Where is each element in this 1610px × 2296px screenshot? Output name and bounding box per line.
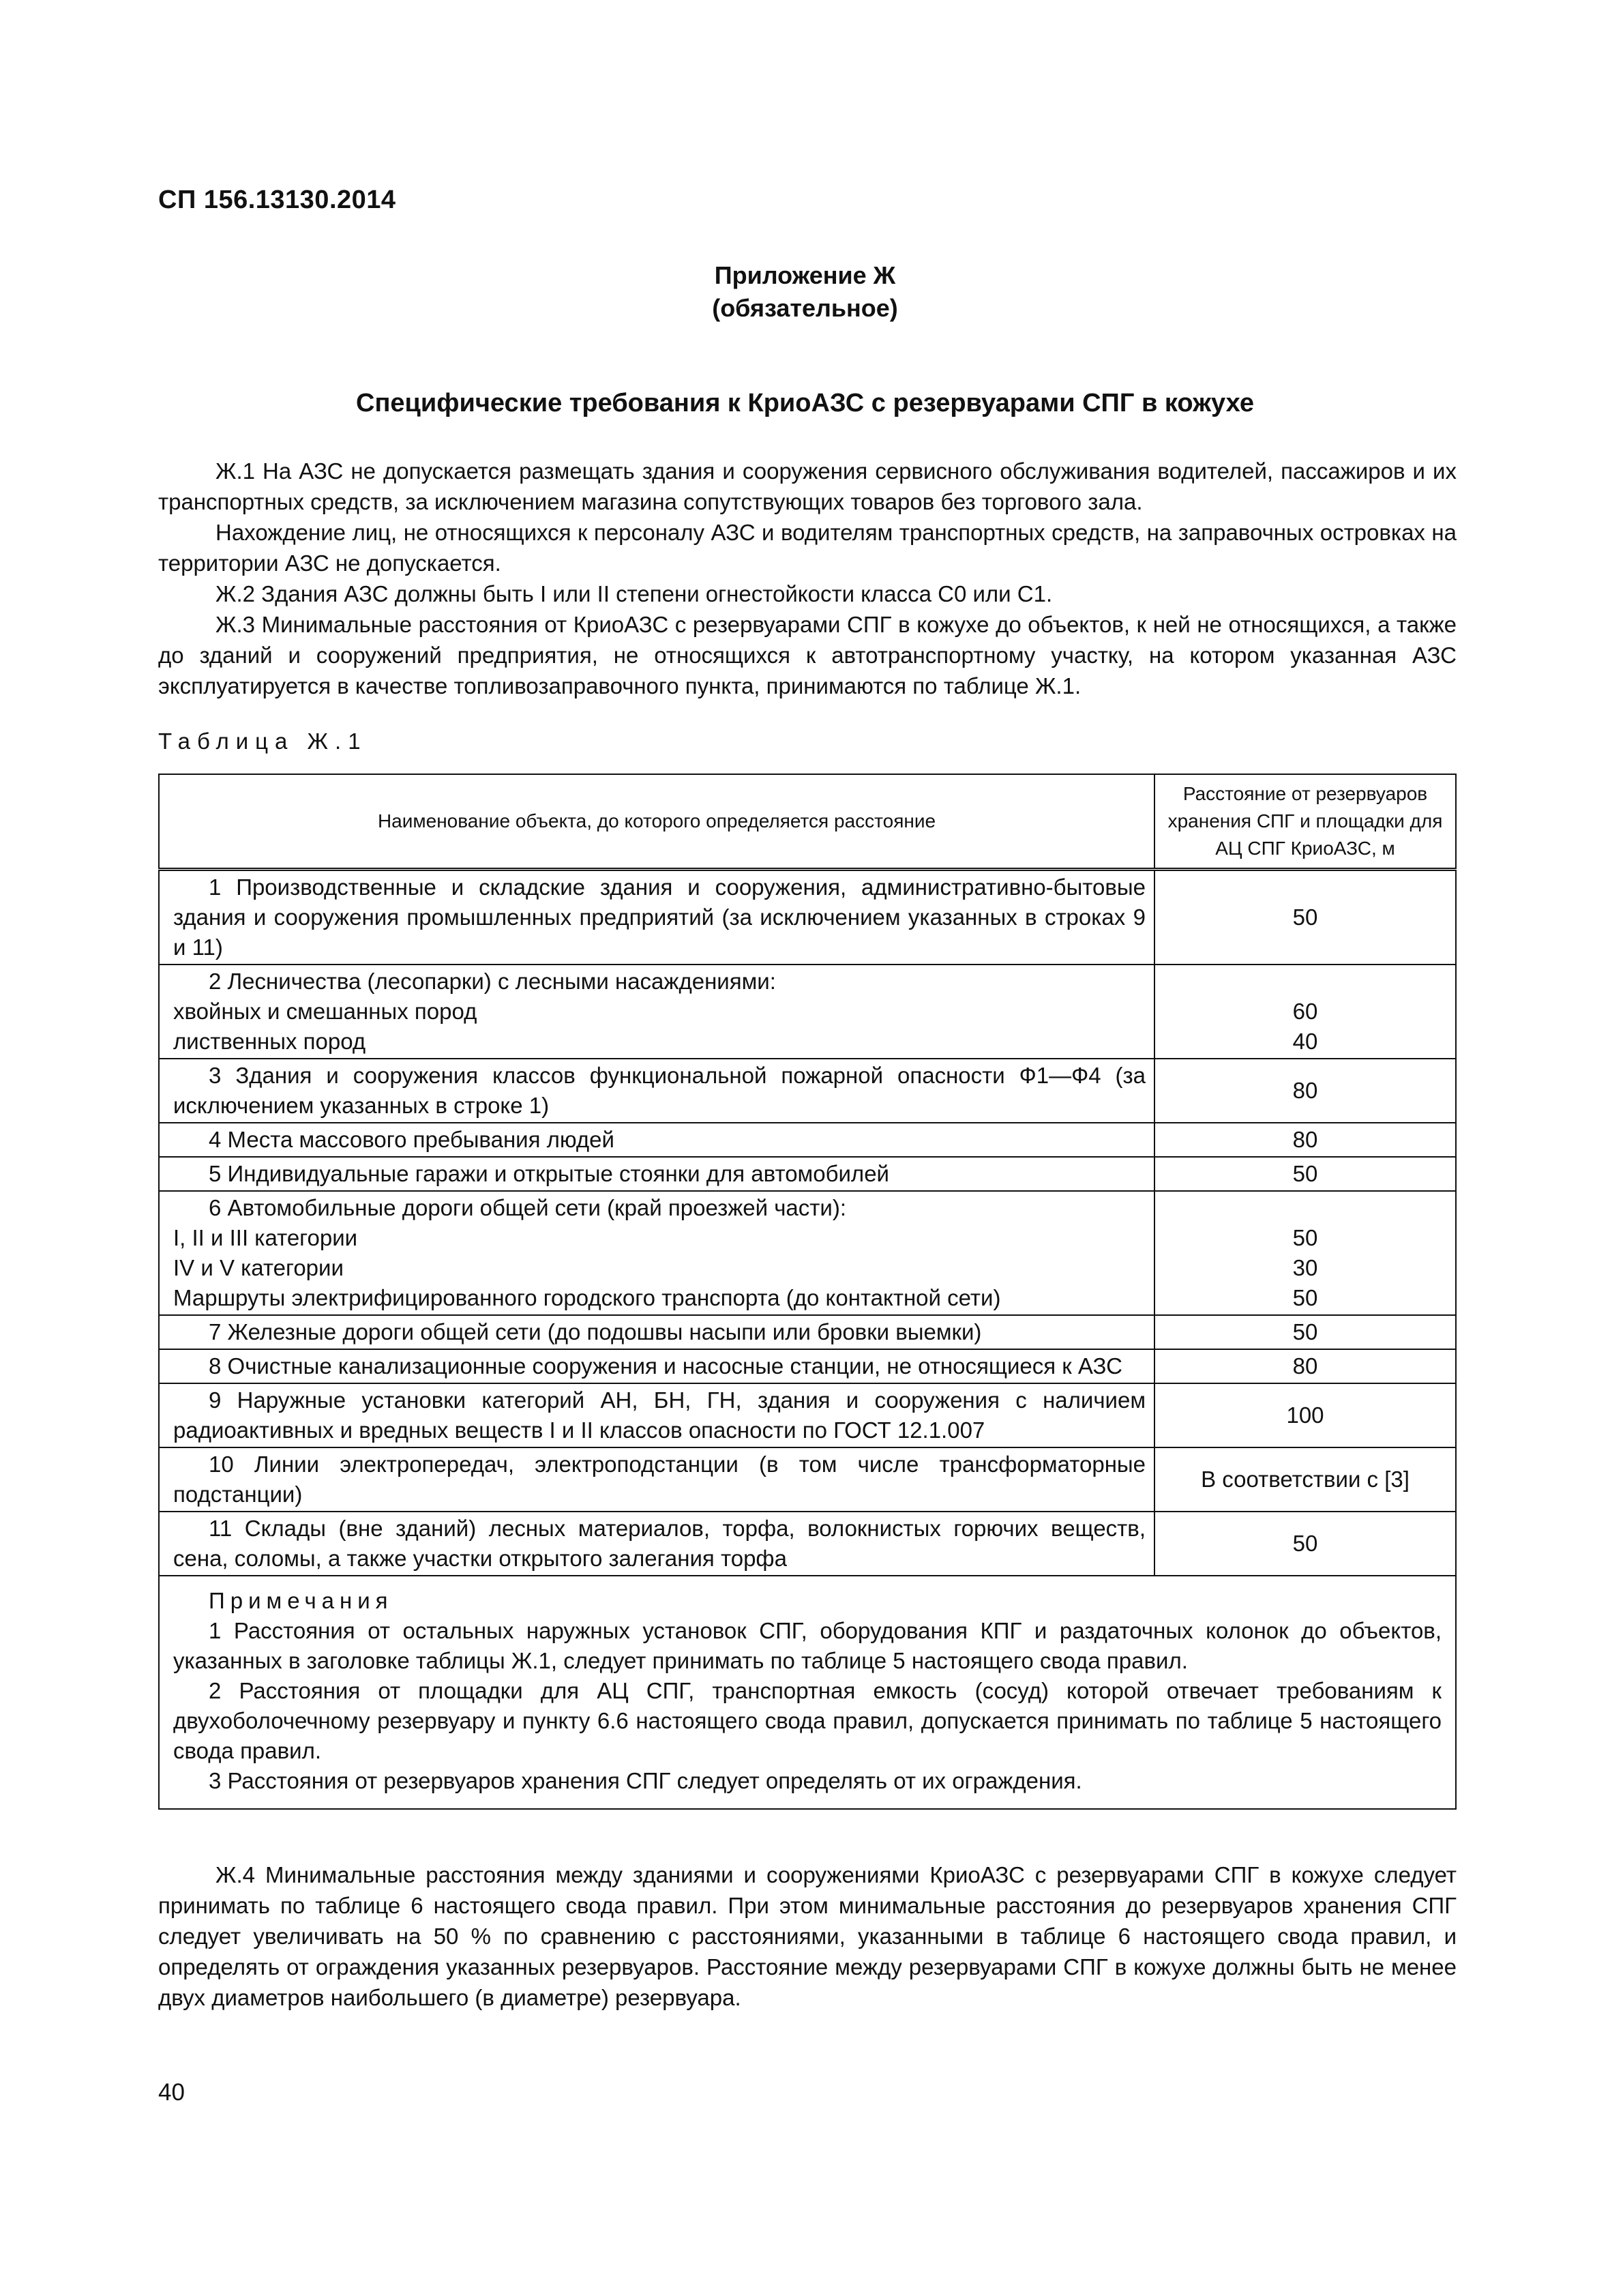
distance-value: 80 bbox=[1292, 1078, 1318, 1103]
distance-cell bbox=[1154, 1447, 1456, 1512]
distance-value: 60 bbox=[1292, 999, 1318, 1024]
distance-value: 40 bbox=[1292, 1029, 1318, 1054]
table-row bbox=[159, 1349, 1456, 1383]
note-item: 3 Расстояния от резервуаров хранения СПГ следует определять от их ограждения. bbox=[209, 1768, 1082, 1793]
table-row bbox=[159, 870, 1456, 965]
distance-cell bbox=[1154, 1059, 1456, 1123]
object-name-line: 7 Железные дороги общей сети (до подошвы насыпи или бровки выемки) bbox=[209, 1319, 982, 1344]
object-name-line: 8 Очистные канализационные сооружения и насосные станции, не относящиеся к АЗС bbox=[209, 1353, 1122, 1379]
table-row bbox=[159, 1315, 1456, 1349]
object-name-cell bbox=[159, 965, 1154, 1059]
paragraph-persons: Нахождение лиц, не относящихся к персоналу АЗС и водителям транспортных средств, на заправочных островках на территории АЗС не допускается. bbox=[158, 520, 1457, 576]
distance-cell bbox=[1154, 1349, 1456, 1383]
table-row bbox=[159, 1191, 1456, 1315]
distance-cell bbox=[1154, 1512, 1456, 1576]
distance-value: 50 bbox=[1292, 1319, 1318, 1344]
object-name-line: 4 Места массового пребывания людей bbox=[209, 1127, 614, 1152]
note-item: 1 Расстояния от остальных наружных установок СПГ, оборудования КПГ и раздаточных колонок до объектов, указанных в заголовке таблицы Ж.1, следует принимать по таблице 5 настоящего свода правил. bbox=[173, 1618, 1442, 1673]
header-distance: Расстояние от резервуаров хранения СПГ и площадки для АЦ СПГ КриоАЗС, м bbox=[1154, 774, 1456, 870]
object-name-line: IV и V категории bbox=[173, 1255, 344, 1280]
intro-text bbox=[158, 456, 1457, 701]
object-name-line: 10 Линии электропередач, электроподстанции (в том числе трансформаторные подстанции) bbox=[173, 1452, 1146, 1507]
document-code: СП 156.13130.2014 bbox=[158, 186, 396, 214]
appendix-title: Приложение Ж bbox=[714, 261, 896, 289]
distance-cell bbox=[1154, 870, 1456, 965]
object-name-cell bbox=[159, 1123, 1154, 1157]
page-number: 40 bbox=[158, 2079, 185, 2106]
table-row bbox=[159, 1512, 1456, 1576]
distance-value bbox=[1159, 1193, 1451, 1223]
object-name-cell bbox=[159, 1349, 1154, 1383]
table-notes bbox=[159, 1576, 1456, 1809]
notes-row bbox=[159, 1576, 1456, 1809]
distance-value: 100 bbox=[1286, 1402, 1324, 1428]
table-header-row bbox=[159, 774, 1456, 870]
paragraph-zh4: Ж.4 Минимальные расстояния между зданиями и сооружениями КриоАЗС с резервуарами СПГ в кожухе следует принимать по таблице 6 настоящего свода правил. При этом минимальные расстояния до резервуаров хранения СПГ следует увеличивать на 50 % по сравнению с расстояниями, указанными в таблице 6 настоящего свода правил, и определять от ограждения указанных резервуаров. Расстояние между резервуарами СПГ в кожухе должны быть не менее двух диаметров наибольшего (в диаметре) резервуара. bbox=[158, 1862, 1457, 2010]
table-row bbox=[159, 965, 1456, 1059]
section-title: Специфические требования к КриоАЗС с резервуарами СПГ в кожухе bbox=[356, 389, 1254, 417]
distance-cell bbox=[1154, 1315, 1456, 1349]
object-name-line: Маршруты электрифицированного городского транспорта (до контактной сети) bbox=[173, 1285, 1001, 1310]
table-row bbox=[159, 1447, 1456, 1512]
distance-value: 50 bbox=[1292, 1225, 1318, 1250]
distance-cell bbox=[1154, 965, 1456, 1059]
object-name-cell bbox=[159, 1059, 1154, 1123]
closing-text bbox=[158, 1859, 1457, 2013]
distance-cell bbox=[1154, 1383, 1456, 1447]
object-name-line: 2 Лесничества (лесопарки) с лесными насаждениями: bbox=[209, 969, 776, 994]
appendix-heading bbox=[0, 259, 1610, 325]
distance-value: 30 bbox=[1292, 1255, 1318, 1280]
object-name-line: I, II и III категории bbox=[173, 1225, 358, 1250]
appendix-status: (обязательное) bbox=[712, 294, 898, 322]
object-name-line: 9 Наружные установки категорий АН, БН, ГН, здания и сооружения с наличием радиоактивных и вредных веществ I и II классов опасности по ГОСТ 12.1.007 bbox=[173, 1387, 1146, 1443]
object-name-cell bbox=[159, 870, 1154, 965]
object-name-line: 5 Индивидуальные гаражи и открытые стоянки для автомобилей bbox=[209, 1161, 889, 1186]
note-item: 2 Расстояния от площадки для АЦ СПГ, транспортная емкость (сосуд) которой отвечает требованиям к двухоболочечному резервуару и пункту 6.6 настоящего свода правил, допускается принимать по таблице 5 настоящего свода правил. bbox=[173, 1678, 1442, 1763]
notes-title: Примечания bbox=[209, 1588, 393, 1613]
distance-value: 80 bbox=[1292, 1127, 1318, 1152]
object-name-line: 11 Склады (вне зданий) лесных материалов, торфа, волокнистых горючих веществ, сена, соломы, а также участки открытого залегания торфа bbox=[173, 1516, 1146, 1571]
distance-value: 80 bbox=[1292, 1353, 1318, 1379]
distance-value: 50 bbox=[1292, 1285, 1318, 1310]
object-name-cell bbox=[159, 1512, 1154, 1576]
object-name-cell bbox=[159, 1315, 1154, 1349]
table-caption: Таблица Ж.1 bbox=[158, 728, 368, 754]
object-name-cell bbox=[159, 1447, 1154, 1512]
table-row bbox=[159, 1059, 1456, 1123]
distance-cell bbox=[1154, 1123, 1456, 1157]
object-name-line: 3 Здания и сооружения классов функциональной пожарной опасности Ф1—Ф4 (за исключением указанных в строке 1) bbox=[173, 1063, 1146, 1118]
distance-value: 50 bbox=[1292, 904, 1318, 930]
header-object-name: Наименование объекта, до которого определяется расстояние bbox=[159, 774, 1154, 870]
distance-table bbox=[158, 774, 1457, 1810]
table-row bbox=[159, 1123, 1456, 1157]
distance-value: 50 bbox=[1292, 1161, 1318, 1186]
paragraph-zh1: Ж.1 На АЗС не допускается размещать здания и сооружения сервисного обслуживания водителей, пассажиров и их транспортных средств, за исключением магазина сопутствующих товаров без торгового зала. bbox=[158, 458, 1457, 514]
distance-value: 50 bbox=[1292, 1531, 1318, 1556]
paragraph-zh3: Ж.3 Минимальные расстояния от КриоАЗС с резервуарами СПГ в кожухе до объектов, к ней не относящихся, а также до зданий и сооружений предприятия, не относящихся к автотранспортному участку, на котором указанная АЗС эксплуатируется в качестве топливозаправочного пункта, принимаются по таблице Ж.1. bbox=[158, 612, 1457, 698]
object-name-cell bbox=[159, 1157, 1154, 1191]
object-name-cell bbox=[159, 1191, 1154, 1315]
distance-value: В соответствии с [3] bbox=[1201, 1467, 1410, 1492]
distance-value bbox=[1159, 967, 1451, 997]
distance-cell bbox=[1154, 1191, 1456, 1315]
distance-cell bbox=[1154, 1157, 1456, 1191]
table-body bbox=[159, 870, 1456, 1576]
table-row bbox=[159, 1383, 1456, 1447]
object-name-line: хвойных и смешанных пород bbox=[173, 999, 477, 1024]
object-name-line: 1 Производственные и складские здания и сооружения, административно-бытовые здания и сооружения промышленных предприятий (за исключением указанных в строках 9 и 11) bbox=[173, 874, 1146, 960]
object-name-line: лиственных пород bbox=[173, 1029, 366, 1054]
object-name-cell bbox=[159, 1383, 1154, 1447]
table-row bbox=[159, 1157, 1456, 1191]
paragraph-zh2: Ж.2 Здания АЗС должны быть I или II степени огнестойкости класса С0 или С1. bbox=[215, 581, 1053, 606]
object-name-line: 6 Автомобильные дороги общей сети (край проезжей части): bbox=[209, 1195, 846, 1220]
